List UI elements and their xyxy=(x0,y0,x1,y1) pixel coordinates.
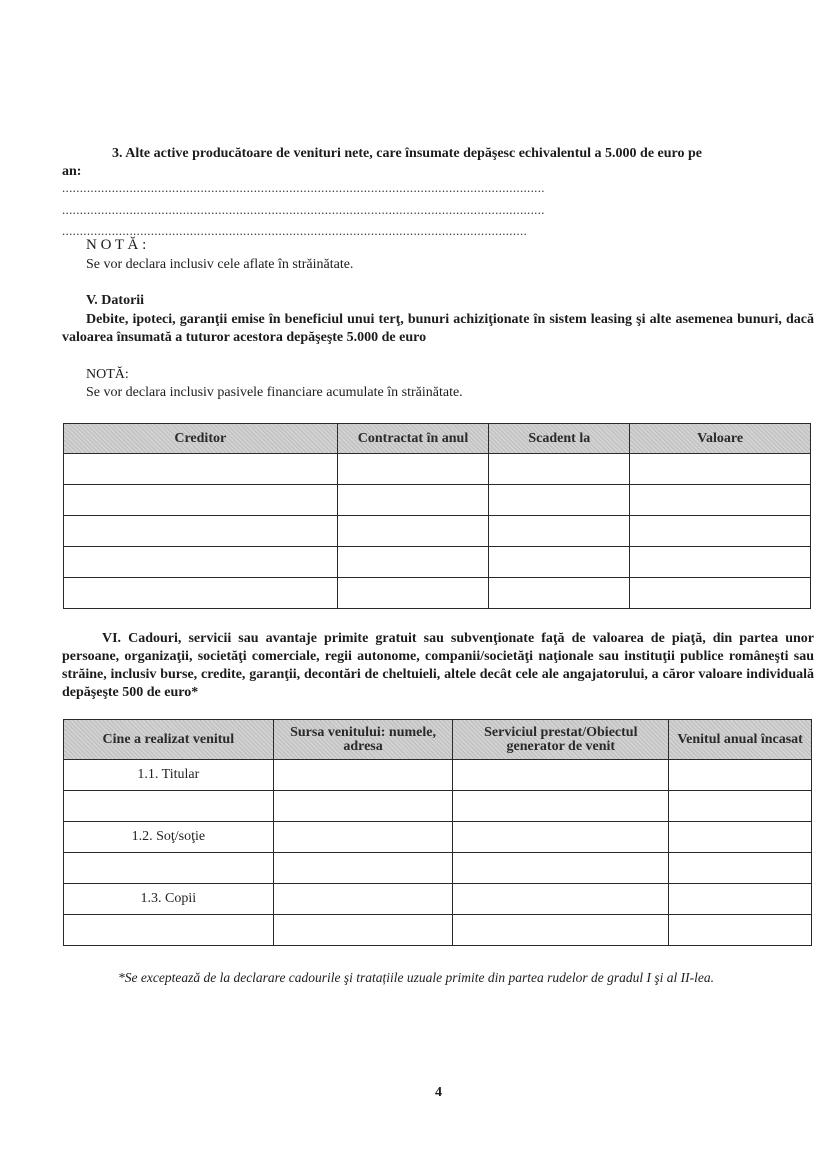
table-cell[interactable] xyxy=(64,547,338,578)
row-label-titular: 1.1. Titular xyxy=(64,760,274,791)
table-cell[interactable] xyxy=(337,454,489,485)
table-cell[interactable] xyxy=(489,547,630,578)
table-row xyxy=(64,578,811,609)
table-cell[interactable] xyxy=(630,578,811,609)
table-cell[interactable] xyxy=(337,485,489,516)
gifts-col-earner: Cine a realizat venitul xyxy=(64,720,274,760)
table-cell[interactable] xyxy=(489,485,630,516)
table-cell[interactable] xyxy=(669,791,812,822)
debts-title: V. Datorii xyxy=(86,293,145,308)
table-cell[interactable] xyxy=(337,547,489,578)
table-row xyxy=(64,760,812,791)
row-label-spouse: 1.2. Soţ/soţie xyxy=(64,822,274,853)
table-cell[interactable] xyxy=(630,454,811,485)
table-row xyxy=(64,853,812,884)
debts-col-contracted-year: Contractat în anul xyxy=(337,424,489,454)
table-cell[interactable] xyxy=(630,516,811,547)
debts-note-text: Se vor declara inclusiv pasivele financiare acumulate în străinătate. xyxy=(86,385,463,400)
debts-paragraph: Debite, ipoteci, garanţii emise în beneficiul unui terţ, bunuri achiziţionate în sistem leasing şi alte asemenea bunuri, dacă valoarea însumată a tuturor acestora depăşeşte 5.000 de euro xyxy=(62,312,814,345)
debts-table xyxy=(63,423,811,609)
assets-note-label: N O T Ă : xyxy=(86,237,147,253)
page-number: 4 xyxy=(435,1085,442,1100)
table-cell[interactable] xyxy=(64,791,274,822)
table-cell[interactable] xyxy=(64,578,338,609)
table-row xyxy=(64,485,811,516)
assets-note-text: Se vor declara inclusiv cele aflate în străinătate. xyxy=(86,257,354,272)
table-cell[interactable] xyxy=(453,853,669,884)
table-row xyxy=(64,454,811,485)
table-cell[interactable] xyxy=(273,853,453,884)
debts-note-label: NOTĂ: xyxy=(86,367,129,382)
table-cell[interactable] xyxy=(630,485,811,516)
footnote: *Se exceptează de la declarare cadourile şi tratațiile uzuale primite din partea rudelor de gradul I şi al II-lea. xyxy=(118,970,715,985)
table-row xyxy=(64,547,811,578)
gifts-col-source: Sursa venitului: numele, adresa xyxy=(273,720,453,760)
assets-heading xyxy=(62,145,814,163)
table-row xyxy=(64,915,812,946)
row-label-children: 1.3. Copii xyxy=(64,884,274,915)
table-cell[interactable] xyxy=(453,915,669,946)
table-cell[interactable] xyxy=(489,578,630,609)
gifts-table xyxy=(63,719,812,946)
table-cell[interactable] xyxy=(64,516,338,547)
table-cell[interactable] xyxy=(453,791,669,822)
table-cell[interactable] xyxy=(630,547,811,578)
table-cell[interactable] xyxy=(64,915,274,946)
table-cell[interactable] xyxy=(337,578,489,609)
table-cell[interactable] xyxy=(64,485,338,516)
table-cell[interactable] xyxy=(453,884,669,915)
table-cell[interactable] xyxy=(669,853,812,884)
table-cell[interactable] xyxy=(273,915,453,946)
table-cell[interactable] xyxy=(669,760,812,791)
gifts-col-annual-income: Venitul anual încasat xyxy=(669,720,812,760)
table-cell[interactable] xyxy=(669,915,812,946)
assets-dotted-line-3: ................................................................................................................................... xyxy=(62,223,528,238)
table-cell[interactable] xyxy=(453,822,669,853)
table-row xyxy=(64,822,812,853)
table-cell[interactable] xyxy=(273,822,453,853)
debts-table-header-row xyxy=(64,424,811,454)
table-cell[interactable] xyxy=(337,516,489,547)
table-cell[interactable] xyxy=(669,884,812,915)
gifts-col-service: Serviciul prestat/Obiectul generator de venit xyxy=(453,720,669,760)
table-cell[interactable] xyxy=(273,791,453,822)
assets-dotted-line-1: ........................................................................................................................................ xyxy=(62,180,545,195)
assets-heading-line2: an: xyxy=(62,164,82,179)
debts-col-value: Valoare xyxy=(630,424,811,454)
table-cell[interactable] xyxy=(64,454,338,485)
table-cell[interactable] xyxy=(273,884,453,915)
gifts-paragraph: VI. Cadouri, servicii sau avantaje primite gratuit sau subvenţionate faţă de valoarea de piaţă, din partea unor persoane, organizaţii, societăţi comerciale, regii autonome, companii/societăţi naţionale sau instituţii publice româneşti sau străine, inclusiv burse, credite, garanţii, decontări de cheltuieli, altele decât cele ale angajatorului, a căror valoare individuală depăşeşte 500 de euro* xyxy=(62,631,814,700)
table-row xyxy=(64,791,812,822)
table-row xyxy=(64,884,812,915)
table-cell[interactable] xyxy=(453,760,669,791)
assets-dotted-line-2: ........................................................................................................................................ xyxy=(62,202,545,217)
table-cell[interactable] xyxy=(489,454,630,485)
table-row xyxy=(64,516,811,547)
table-cell[interactable] xyxy=(669,822,812,853)
debts-col-due-date: Scadent la xyxy=(489,424,630,454)
table-cell[interactable] xyxy=(489,516,630,547)
table-cell[interactable] xyxy=(273,760,453,791)
debts-col-creditor: Creditor xyxy=(64,424,338,454)
gifts-table-header-row xyxy=(64,720,812,760)
assets-heading-line1: 3. Alte active producătoare de venituri nete, care însumate depăşesc echivalentul a 5.000 de euro pe xyxy=(112,146,703,161)
table-cell[interactable] xyxy=(64,853,274,884)
